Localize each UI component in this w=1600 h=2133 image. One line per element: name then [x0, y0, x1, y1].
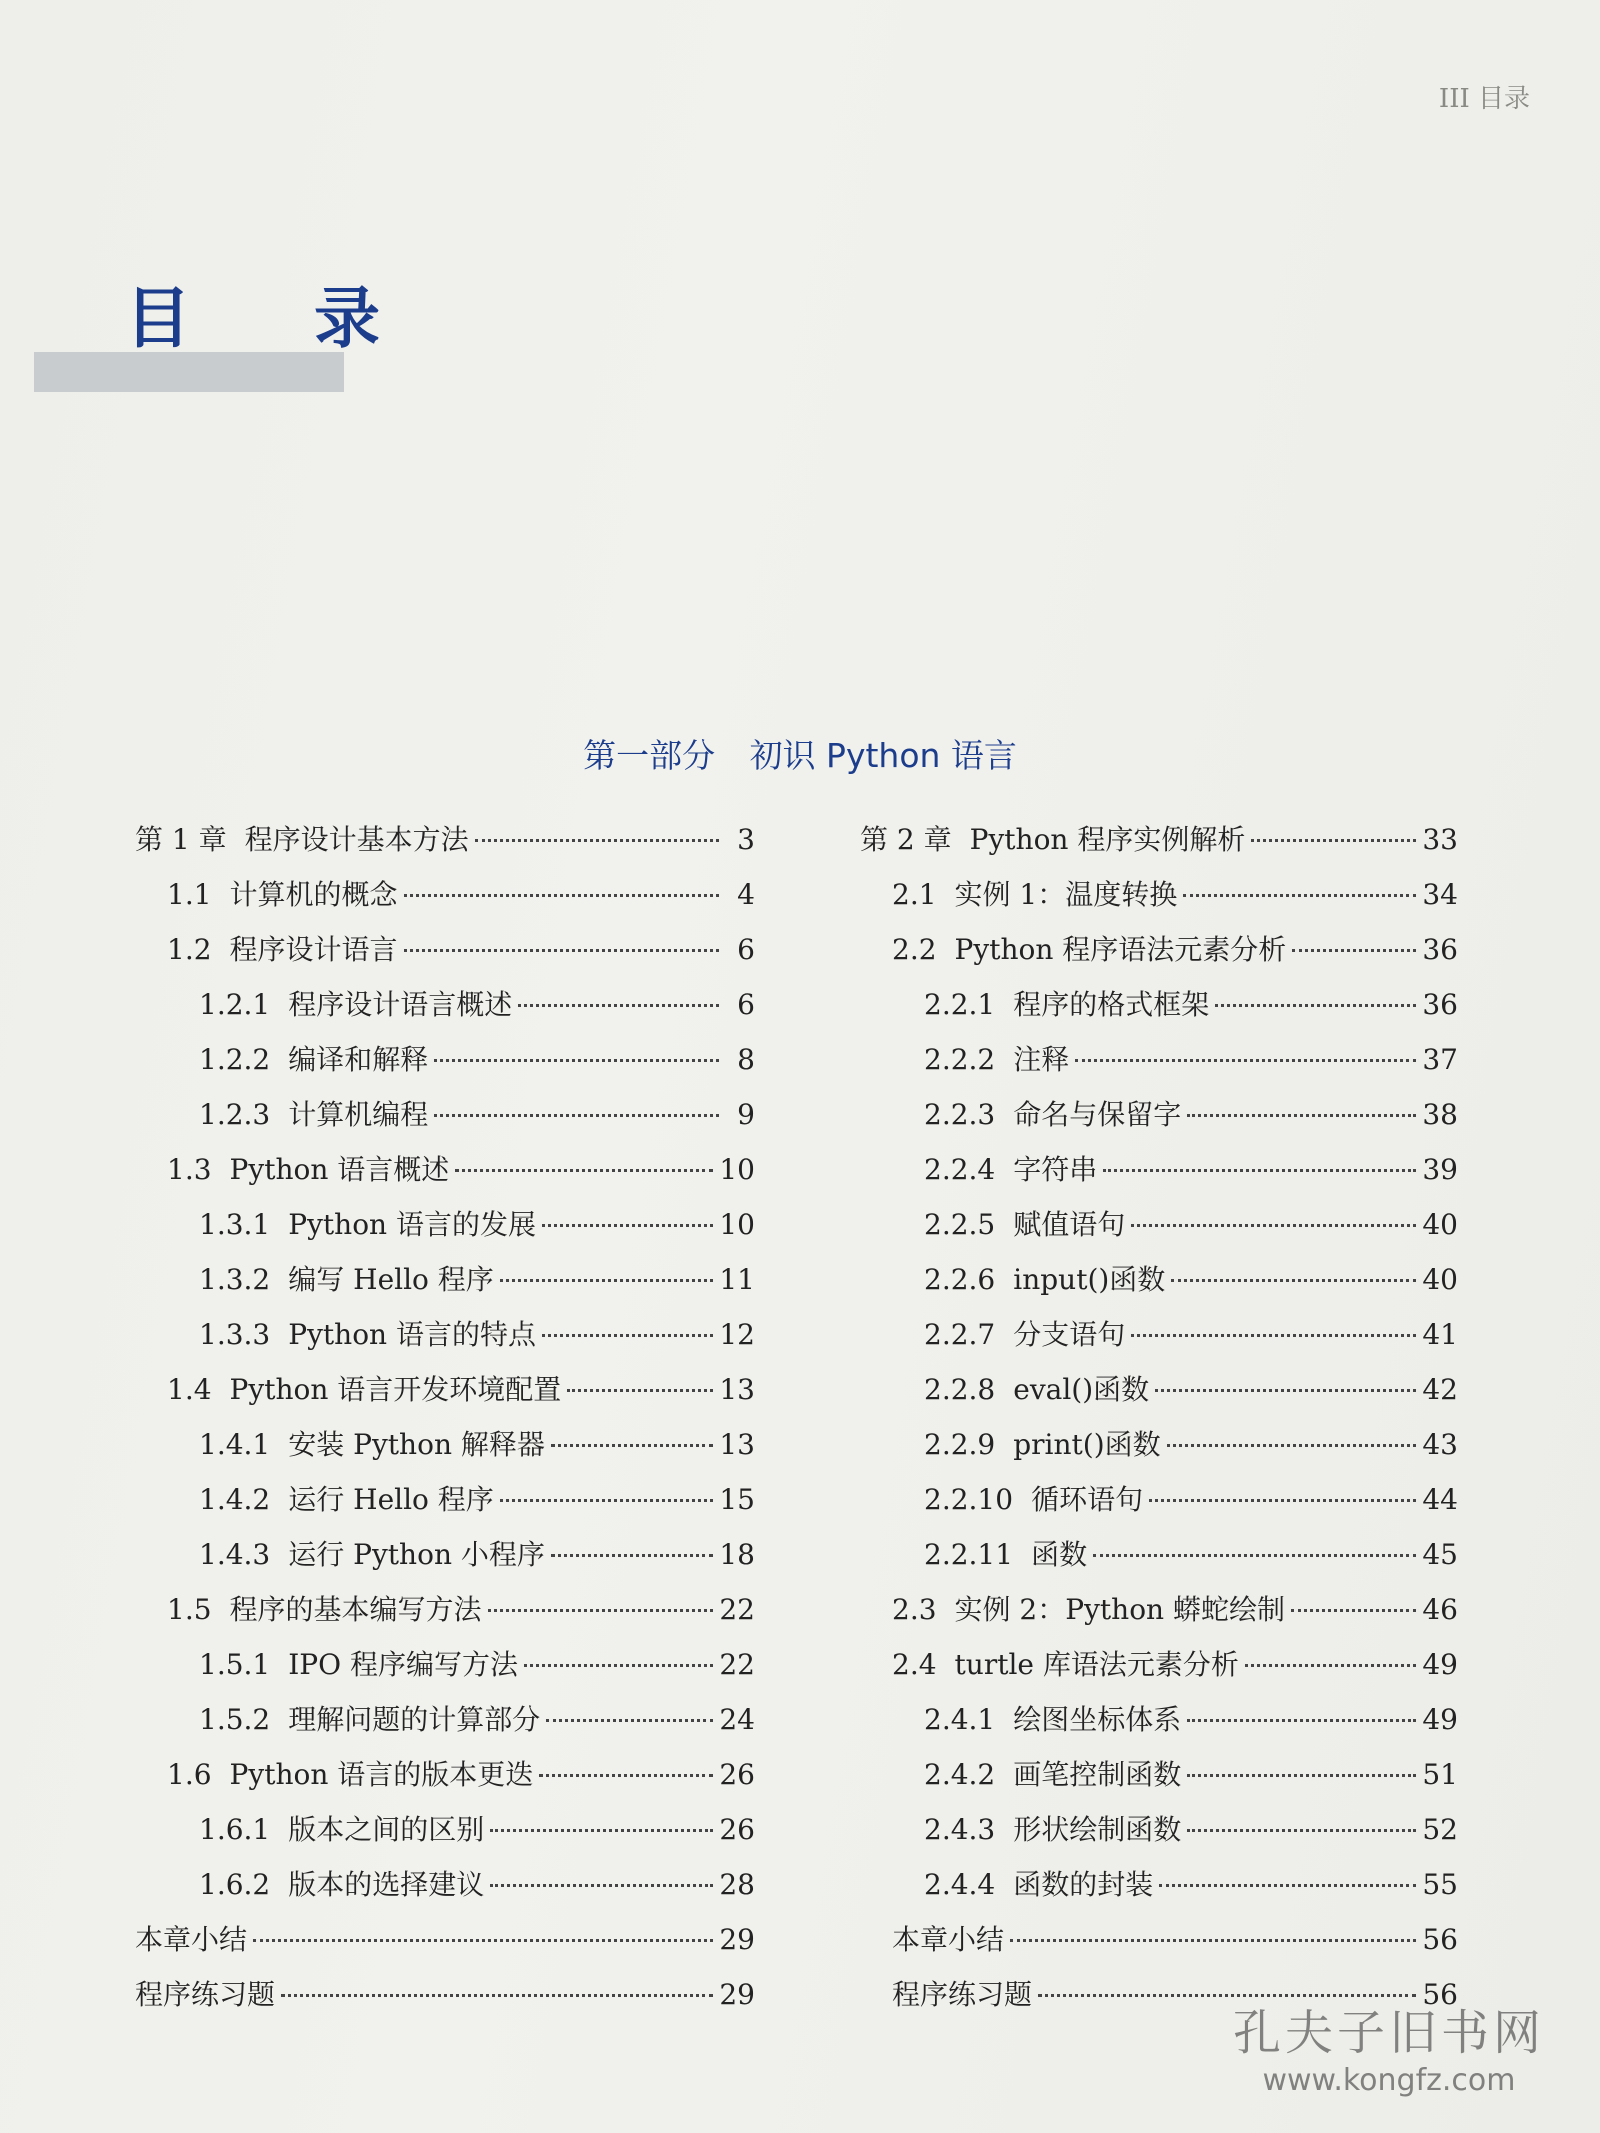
toc-entry-page: 36 [1422, 933, 1458, 966]
toc-entry-page: 11 [719, 1263, 755, 1296]
toc-entry-title: 本章小结 [892, 1923, 1005, 1956]
toc-entry-title: print()函数 [1013, 1428, 1161, 1461]
toc-entry-number: 1.6 [167, 1758, 212, 1791]
toc-entry [135, 1863, 755, 1918]
toc-entry-page: 26 [719, 1813, 755, 1846]
toc-entry-title: 程序练习题 [892, 1978, 1033, 2011]
toc-leader-dots [1187, 1829, 1416, 1832]
toc-leader-dots [542, 1224, 713, 1227]
toc-leader-dots [434, 1114, 719, 1117]
toc-leader-dots [539, 1774, 713, 1777]
toc-leader-dots [1131, 1334, 1416, 1337]
toc-entry-page: 45 [1422, 1538, 1458, 1571]
toc-entry-title: Python 语言概述 [229, 1153, 450, 1186]
toc-entry-title: Python 程序语法元素分析 [954, 933, 1287, 966]
toc-entry-title: turtle 库语法元素分析 [954, 1648, 1239, 1681]
toc-entry [860, 1918, 1458, 1973]
toc-entry-number: 1.3.1 [199, 1208, 271, 1241]
toc-entry-page: 34 [1422, 878, 1458, 911]
toc-entry-number: 1.2 [167, 933, 212, 966]
toc-entry [860, 1258, 1458, 1313]
toc-entry-number: 2.2 [892, 933, 937, 966]
toc-entry [860, 983, 1458, 1038]
toc-entry-title: 程序设计语言概述 [288, 988, 513, 1021]
toc-leader-dots [1215, 1004, 1416, 1007]
toc-leader-dots [524, 1664, 713, 1667]
toc-entry-page: 43 [1422, 1428, 1458, 1461]
toc-leader-dots [1187, 1774, 1416, 1777]
toc-entry-number: 2.1 [892, 878, 937, 911]
toc-entry-page: 38 [1422, 1098, 1458, 1131]
toc-entry-title: 计算机编程 [288, 1098, 429, 1131]
toc-entry [860, 1863, 1458, 1918]
toc-entry [135, 873, 755, 928]
toc-entry [860, 1368, 1458, 1423]
toc-entry-title: 编译和解释 [288, 1043, 429, 1076]
toc-entry-title: 版本的选择建议 [288, 1868, 485, 1901]
toc-entry-page: 44 [1422, 1483, 1458, 1516]
toc-entry-number: 1.3 [167, 1153, 212, 1186]
toc-leader-dots [490, 1829, 713, 1832]
toc-leader-dots [500, 1499, 714, 1502]
toc-leader-dots [434, 1059, 719, 1062]
toc-entry-number: 2.3 [892, 1593, 937, 1626]
toc-entry [135, 983, 755, 1038]
toc-entry-title: 字符串 [1013, 1153, 1098, 1186]
toc-entry-number: 2.2.6 [924, 1263, 996, 1296]
toc-leader-dots [1292, 949, 1416, 952]
toc-entry-title: 实例 2：Python 蟒蛇绘制 [954, 1593, 1285, 1626]
toc-entry-number: 1.4.1 [199, 1428, 271, 1461]
toc-leader-dots [253, 1939, 713, 1942]
toc-entry [135, 1753, 755, 1808]
toc-entry-page: 4 [737, 878, 755, 911]
toc-leader-dots [475, 839, 719, 842]
toc-entry-page: 22 [719, 1593, 755, 1626]
toc-entry [860, 928, 1458, 983]
toc-entry-number: 1.5.1 [199, 1648, 271, 1681]
toc-entry-page: 46 [1422, 1593, 1458, 1626]
toc-leader-dots [518, 1004, 719, 1007]
part-title [0, 730, 1600, 777]
toc-entry [135, 1588, 755, 1643]
toc-leader-dots [490, 1884, 713, 1887]
toc-leader-dots [281, 1994, 713, 1997]
toc-leader-dots [404, 949, 719, 952]
toc-entry-title: 函数的封装 [1013, 1868, 1154, 1901]
toc-entry-page: 36 [1422, 988, 1458, 1021]
toc-entry-title: Python 语言的发展 [288, 1208, 536, 1241]
toc-entry-number: 2.2.9 [924, 1428, 996, 1461]
toc-entry-page: 29 [719, 1978, 755, 2011]
toc-entry-page: 33 [1422, 823, 1458, 856]
toc-entry-number: 1.6.1 [199, 1813, 271, 1846]
toc-entry-title: 程序设计基本方法 [244, 823, 469, 856]
watermark-name: 孔夫子旧书网 [1232, 2005, 1545, 2061]
toc-leader-dots [542, 1334, 713, 1337]
toc-entry-number: 2.2.3 [924, 1098, 996, 1131]
toc-entry [860, 1148, 1458, 1203]
toc-entry [135, 1368, 755, 1423]
toc-entry-number: 2.4 [892, 1648, 937, 1681]
toc-entry-title: 程序练习题 [135, 1978, 276, 2011]
toc-leader-dots [500, 1279, 714, 1282]
toc-entry-number: 2.2.11 [924, 1538, 1014, 1571]
toc-entry-page: 40 [1422, 1263, 1458, 1296]
toc-leader-dots [1187, 1719, 1416, 1722]
toc-entry [860, 1533, 1458, 1588]
toc-entry-page: 6 [737, 933, 755, 966]
toc-entry [860, 1808, 1458, 1863]
toc-entry [135, 1093, 755, 1148]
toc-entry-title: 程序的格式框架 [1013, 988, 1210, 1021]
toc-entry-page: 9 [737, 1098, 755, 1131]
toc-entry-title: 画笔控制函数 [1013, 1758, 1182, 1791]
toc-leader-dots [1131, 1224, 1416, 1227]
toc-entry-title: 命名与保留字 [1013, 1098, 1182, 1131]
toc-entry-number: 1.2.3 [199, 1098, 271, 1131]
toc-leader-dots [567, 1389, 713, 1392]
toc-entry-title: Python 语言开发环境配置 [229, 1373, 562, 1406]
toc-entry [135, 1038, 755, 1093]
toc-leader-dots [1093, 1554, 1416, 1557]
toc-entry-title: 编写 Hello 程序 [288, 1263, 494, 1296]
toc-entry-number: 2.2.7 [924, 1318, 996, 1351]
toc-entry [860, 1643, 1458, 1698]
toc-entry-title: 循环语句 [1031, 1483, 1144, 1516]
toc-entry-title: Python 语言的特点 [288, 1318, 536, 1351]
toc-entry-number: 1.4.3 [199, 1538, 271, 1571]
toc-entry-page: 26 [719, 1758, 755, 1791]
toc-entry [860, 1423, 1458, 1478]
toc-entry [860, 873, 1458, 928]
toc-entry-page: 56 [1422, 1978, 1458, 2011]
toc-entry-number: 1.2.2 [199, 1043, 271, 1076]
toc-entry [135, 1423, 755, 1478]
toc-entry-number: 2.4.1 [924, 1703, 996, 1736]
toc-leader-dots [1149, 1499, 1416, 1502]
toc-entry-page: 55 [1422, 1868, 1458, 1901]
toc-entry-number: 1.6.2 [199, 1868, 271, 1901]
toc-entry [135, 1973, 755, 2028]
toc-entry-number: 2.2.4 [924, 1153, 996, 1186]
toc-entry-page: 37 [1422, 1043, 1458, 1076]
toc-leader-dots [1251, 839, 1416, 842]
toc-entry-page: 10 [719, 1153, 755, 1186]
toc-entry [135, 1258, 755, 1313]
toc-leader-dots [1187, 1114, 1416, 1117]
toc-heading: 目 录 [125, 280, 430, 357]
toc-entry-title: 理解问题的计算部分 [288, 1703, 541, 1736]
toc-entry [135, 1533, 755, 1588]
toc-entry-title: 安装 Python 解释器 [288, 1428, 545, 1461]
toc-leader-dots [1159, 1884, 1416, 1887]
toc-entry [860, 1478, 1458, 1533]
toc-entry-page: 29 [719, 1923, 755, 1956]
toc-entry-page: 42 [1422, 1373, 1458, 1406]
toc-entry-number: 1.4.2 [199, 1483, 271, 1516]
toc-entry-title: 运行 Python 小程序 [288, 1538, 545, 1571]
toc-entry-page: 24 [719, 1703, 755, 1736]
watermark [1233, 1994, 1545, 2098]
toc-entry-page: 41 [1422, 1318, 1458, 1351]
part-number: 第一部分 [583, 736, 716, 775]
toc-entry-title: 实例 1：温度转换 [954, 878, 1178, 911]
toc-entry [135, 928, 755, 983]
toc-entry-title: 函数 [1031, 1538, 1088, 1571]
toc-entry-title: 形状绘制函数 [1013, 1813, 1182, 1846]
toc-entry-title: IPO 程序编写方法 [288, 1648, 519, 1681]
toc-leader-dots [1155, 1389, 1416, 1392]
toc-leader-dots [1010, 1939, 1416, 1942]
toc-entry-page: 18 [719, 1538, 755, 1571]
toc-entry [135, 1148, 755, 1203]
toc-entry-title: 分支语句 [1013, 1318, 1126, 1351]
toc-entry-number: 2.2.5 [924, 1208, 996, 1241]
toc-entry [860, 1313, 1458, 1368]
toc-right-column [860, 818, 1458, 2028]
toc-entry-page: 3 [737, 823, 755, 856]
toc-entry-title: Python 语言的版本更迭 [229, 1758, 534, 1791]
toc-entry-page: 22 [719, 1648, 755, 1681]
toc-leader-dots [1245, 1664, 1416, 1667]
toc-entry [135, 1313, 755, 1368]
toc-entry-title: 赋值语句 [1013, 1208, 1126, 1241]
toc-entry-page: 6 [737, 988, 755, 1021]
part-name: 初识 Python 语言 [749, 736, 1017, 775]
toc-entry-number: 1.4 [167, 1373, 212, 1406]
toc-entry-title: input()函数 [1013, 1263, 1166, 1296]
toc-entry [860, 1038, 1458, 1093]
toc-leader-dots [404, 894, 719, 897]
watermark-url: www.kongfz.com [1262, 2063, 1516, 2098]
toc-entry [135, 1698, 755, 1753]
toc-entry-page: 39 [1422, 1153, 1458, 1186]
toc-leader-dots [546, 1719, 713, 1722]
toc-entry-title: 注释 [1013, 1043, 1070, 1076]
toc-leader-dots [1103, 1169, 1416, 1172]
toc-entry-page: 13 [719, 1373, 755, 1406]
toc-entry [860, 1203, 1458, 1258]
toc-entry-title: 计算机的概念 [229, 878, 398, 911]
toc-entry-number: 2.2.1 [924, 988, 996, 1021]
toc-entry-title: 版本之间的区别 [288, 1813, 485, 1846]
toc-entry-number: 1.2.1 [199, 988, 271, 1021]
toc-leader-dots [455, 1169, 713, 1172]
toc-entry [135, 1643, 755, 1698]
toc-entry-number: 2.2.2 [924, 1043, 996, 1076]
toc-entry-page: 28 [719, 1868, 755, 1901]
toc-entry [135, 1203, 755, 1258]
toc-entry [135, 1918, 755, 1973]
toc-entry-number: 1.5 [167, 1593, 212, 1626]
toc-leader-dots [551, 1444, 713, 1447]
toc-entry-number: 2.4.3 [924, 1813, 996, 1846]
toc-leader-dots [1171, 1279, 1416, 1282]
toc-entry-page: 51 [1422, 1758, 1458, 1791]
toc-leader-dots [1167, 1444, 1417, 1447]
toc-entry [860, 1588, 1458, 1643]
toc-entry-title: Python 程序实例解析 [969, 823, 1246, 856]
toc-entry-title: 运行 Hello 程序 [288, 1483, 494, 1516]
toc-entry-title: 程序设计语言 [229, 933, 398, 966]
toc-entry-number: 第 2 章 [860, 823, 952, 856]
toc-entry-number: 2.2.10 [924, 1483, 1014, 1516]
toc-leader-dots [551, 1554, 713, 1557]
toc-entry-page: 10 [719, 1208, 755, 1241]
toc-entry-page: 8 [737, 1043, 755, 1076]
toc-entry-number: 2.4.4 [924, 1868, 996, 1901]
toc-leader-dots [1075, 1059, 1416, 1062]
toc-entry [860, 1093, 1458, 1148]
toc-entry-page: 40 [1422, 1208, 1458, 1241]
toc-entry-page: 49 [1422, 1703, 1458, 1736]
toc-leader-dots [1183, 894, 1416, 897]
toc-entry-page: 56 [1422, 1923, 1458, 1956]
toc-entry [135, 818, 755, 873]
toc-entry-number: 1.3.2 [199, 1263, 271, 1296]
toc-left-column [135, 818, 755, 2028]
toc-entry-title: 程序的基本编写方法 [229, 1593, 482, 1626]
toc-entry-page: 13 [719, 1428, 755, 1461]
page-corner-label: III 目录 [1438, 84, 1530, 114]
toc-entry-page: 12 [719, 1318, 755, 1351]
toc-entry [135, 1478, 755, 1533]
toc-entry-page: 49 [1422, 1648, 1458, 1681]
toc-entry-title: 本章小结 [135, 1923, 248, 1956]
toc-entry [135, 1808, 755, 1863]
toc-entry-number: 2.2.8 [924, 1373, 996, 1406]
toc-entry-number: 第 1 章 [135, 823, 227, 856]
toc-entry-page: 15 [719, 1483, 755, 1516]
toc-entry [860, 818, 1458, 873]
toc-leader-dots [488, 1609, 714, 1612]
toc-entry-number: 1.1 [167, 878, 212, 911]
toc-entry-title: 绘图坐标体系 [1013, 1703, 1182, 1736]
toc-entry-number: 1.3.3 [199, 1318, 271, 1351]
toc-entry-number: 1.5.2 [199, 1703, 271, 1736]
toc-entry-title: eval()函数 [1013, 1373, 1150, 1406]
toc-leader-dots [1291, 1609, 1416, 1612]
toc-entry-number: 2.4.2 [924, 1758, 996, 1791]
toc-entry-page: 52 [1422, 1813, 1458, 1846]
toc-entry [860, 1753, 1458, 1808]
toc-entry [860, 1698, 1458, 1753]
